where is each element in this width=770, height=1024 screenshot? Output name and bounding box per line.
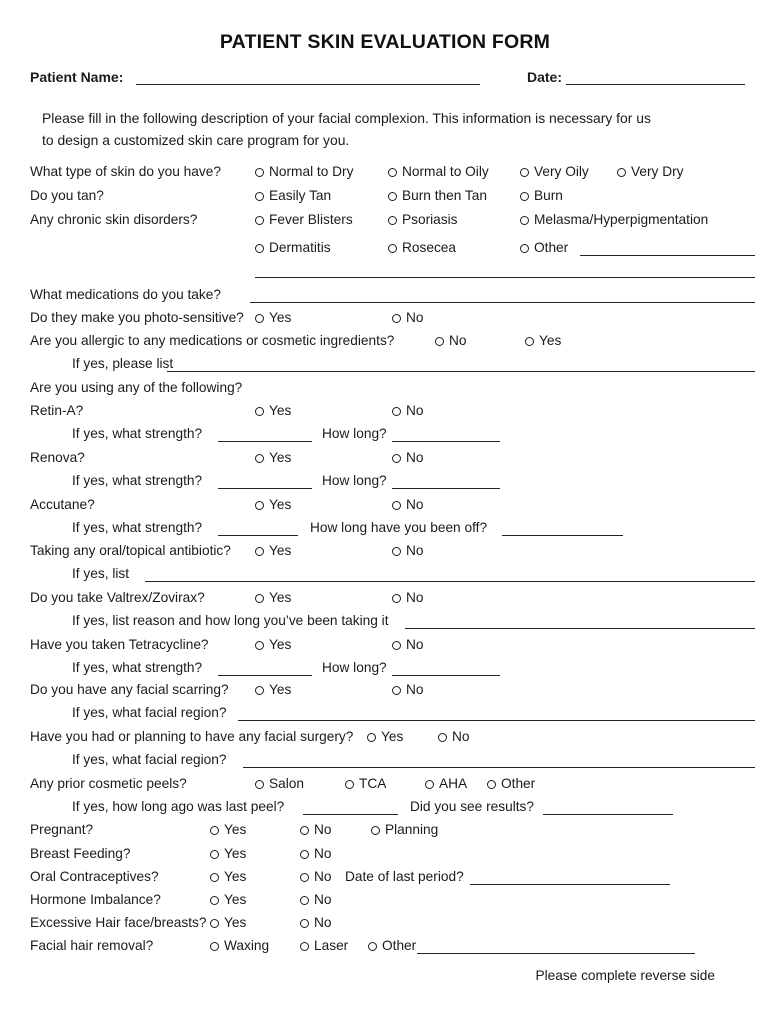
how-long-field[interactable]: [392, 441, 500, 442]
radio-circle-icon: [300, 896, 309, 905]
question-scarring: [0, 681, 770, 701]
radio-dermatitis[interactable]: [255, 239, 331, 257]
radio-yes[interactable]: [255, 636, 291, 654]
radio-burn[interactable]: [520, 187, 563, 205]
radio-no[interactable]: [392, 589, 424, 607]
radio-tca[interactable]: [345, 775, 386, 793]
retin-a-sub-row: [0, 425, 770, 445]
radio-yes[interactable]: [255, 496, 291, 514]
peels-sub-row: [0, 798, 770, 818]
option-label: No: [406, 450, 424, 465]
intro-line-1: Please fill in the following description of your facial complexion. This information is necessary for us: [42, 110, 651, 126]
option-label: Yes: [224, 822, 247, 837]
radio-circle-icon: [520, 216, 529, 225]
radio-circle-icon: [255, 594, 264, 603]
question-tan: [0, 187, 770, 207]
radio-no[interactable]: [392, 309, 424, 327]
radio-circle-icon: [255, 244, 264, 253]
date-label: Date:: [527, 69, 563, 85]
radio-yes[interactable]: [525, 332, 561, 350]
sub-question-label2: How long?: [322, 426, 387, 441]
facial-region-field[interactable]: [238, 720, 755, 721]
option-label: Rosecea: [402, 240, 457, 255]
option-label: Fever Blisters: [269, 212, 353, 227]
radio-circle-icon: [255, 501, 264, 510]
patient-name-label: Patient Name:: [30, 69, 124, 85]
question-photo-sensitive: [0, 309, 770, 329]
question-label: Do they make you photo-sensitive?: [30, 310, 244, 325]
radio-circle-icon: [388, 244, 397, 253]
how-long-field[interactable]: [392, 675, 500, 676]
question-label: Are you allergic to any medications or cosmetic ingredients?: [30, 333, 395, 348]
radio-circle-icon: [617, 168, 626, 177]
radio-circle-icon: [255, 454, 264, 463]
radio-circle-icon: [210, 826, 219, 835]
question-surgery: [0, 728, 770, 748]
option-label: No: [314, 892, 332, 907]
other-removal-field[interactable]: [417, 953, 695, 954]
question-retin-a: [0, 402, 770, 422]
footer-note: Please complete reverse side: [535, 968, 715, 983]
question-excessive-hair: [0, 914, 770, 934]
option-label: Very Dry: [631, 164, 684, 179]
radio-no[interactable]: [392, 542, 424, 560]
question-accutane: [0, 496, 770, 516]
option-label: Other: [501, 776, 536, 791]
option-label: Dermatitis: [269, 240, 331, 255]
radio-circle-icon: [388, 168, 397, 177]
radio-salon[interactable]: [255, 775, 304, 793]
option-label: No: [452, 729, 470, 744]
radio-circle-icon: [388, 192, 397, 201]
section-heading: Are you using any of the following?: [30, 380, 243, 395]
question-label: What medications do you take?: [30, 287, 221, 302]
radio-no[interactable]: [435, 332, 467, 350]
option-label: AHA: [439, 776, 468, 791]
radio-other-peel[interactable]: [487, 775, 535, 793]
radio-rosecea[interactable]: [388, 239, 456, 257]
option-label: Other: [534, 240, 569, 255]
option-label: Salon: [269, 776, 305, 791]
date-field[interactable]: [566, 84, 745, 85]
option-label: Normal to Oily: [402, 164, 489, 179]
radio-psoriasis[interactable]: [388, 211, 458, 229]
radio-planning[interactable]: [371, 821, 438, 839]
allergy-list-field[interactable]: [167, 371, 755, 372]
intro-paragraph: [42, 108, 732, 151]
radio-circle-icon: [255, 216, 264, 225]
radio-circle-icon: [210, 919, 219, 928]
radio-circle-icon: [435, 337, 444, 346]
strength-field[interactable]: [218, 441, 312, 442]
question-label: Have you taken Tetracycline?: [30, 637, 209, 652]
option-label: Yes: [224, 869, 247, 884]
radio-yes[interactable]: [210, 845, 246, 863]
option-label: Waxing: [224, 938, 270, 953]
question-label: Do you have any facial scarring?: [30, 682, 229, 697]
radio-no[interactable]: [392, 449, 424, 467]
radio-circle-icon: [392, 641, 401, 650]
radio-circle-icon: [255, 314, 264, 323]
strength-field[interactable]: [218, 488, 312, 489]
other-disorder-field[interactable]: [580, 255, 755, 256]
question-skin-disorders-row2: [0, 239, 770, 259]
question-renova: [0, 449, 770, 469]
radio-no[interactable]: [300, 821, 332, 839]
option-label: No: [406, 543, 424, 558]
question-peels: [0, 775, 770, 795]
radio-no[interactable]: [300, 914, 332, 932]
option-label: Yes: [269, 682, 292, 697]
radio-circle-icon: [300, 850, 309, 859]
valtrex-sub-row: [0, 612, 770, 632]
option-label: Normal to Dry: [269, 164, 354, 179]
question-label: Any prior cosmetic peels?: [30, 776, 187, 791]
question-label: Do you take Valtrex/Zovirax?: [30, 590, 205, 605]
sub-question-label: If yes, what strength?: [72, 660, 203, 675]
valtrex-reason-field[interactable]: [405, 628, 755, 629]
radio-easily-tan[interactable]: [255, 187, 331, 205]
question-label: Oral Contraceptives?: [30, 869, 159, 884]
radio-circle-icon: [255, 686, 264, 695]
question-skin-disorders: [0, 211, 770, 231]
sub-question-label: If yes, how long ago was last peel?: [72, 799, 285, 814]
radio-circle-icon: [392, 454, 401, 463]
radio-fever-blisters[interactable]: [255, 211, 353, 229]
how-long-field[interactable]: [392, 488, 500, 489]
radio-circle-icon: [525, 337, 534, 346]
tetracycline-sub-row: [0, 659, 770, 679]
radio-circle-icon: [210, 850, 219, 859]
header-row: [0, 68, 770, 88]
question-antibiotic: [0, 542, 770, 562]
radio-normal-to-dry[interactable]: [255, 163, 353, 181]
option-label: Yes: [269, 590, 292, 605]
patient-name-field[interactable]: [136, 84, 480, 85]
option-label: Yes: [224, 892, 247, 907]
radio-no[interactable]: [300, 891, 332, 909]
radio-other-disorder[interactable]: [520, 239, 568, 257]
facial-region-field[interactable]: [243, 767, 755, 768]
radio-yes[interactable]: [255, 449, 291, 467]
option-label: Yes: [269, 450, 292, 465]
radio-normal-to-oily[interactable]: [388, 163, 489, 181]
question-label: Breast Feeding?: [30, 846, 131, 861]
question-breast-feeding: [0, 845, 770, 865]
radio-melasma[interactable]: [520, 211, 708, 229]
option-label: No: [314, 846, 332, 861]
accutane-sub-row: [0, 519, 770, 539]
question-contraceptives: [0, 868, 770, 888]
option-label: Laser: [314, 938, 349, 953]
radio-circle-icon: [255, 192, 264, 201]
sub-question-label: If yes, what facial region?: [72, 752, 227, 767]
radio-circle-icon: [425, 780, 434, 789]
radio-circle-icon: [300, 873, 309, 882]
radio-circle-icon: [210, 896, 219, 905]
radio-yes[interactable]: [255, 309, 291, 327]
last-period-label: Date of last period?: [345, 869, 464, 884]
results-field[interactable]: [543, 814, 673, 815]
question-label: Hormone Imbalance?: [30, 892, 161, 907]
radio-circle-icon: [388, 216, 397, 225]
option-label: Yes: [269, 543, 292, 558]
radio-circle-icon: [520, 168, 529, 177]
question-label: Excessive Hair face/breasts?: [30, 915, 207, 930]
radio-no[interactable]: [392, 681, 424, 699]
option-label: Very Oily: [534, 164, 589, 179]
question-label: Taking any oral/topical antibiotic?: [30, 543, 231, 558]
other-disorder-continuation-field[interactable]: [255, 277, 755, 278]
option-label: No: [406, 310, 424, 325]
question-label: Pregnant?: [30, 822, 94, 837]
option-label: Yes: [224, 915, 247, 930]
option-label: Burn: [534, 188, 563, 203]
radio-circle-icon: [520, 192, 529, 201]
antibiotic-sub-row: [0, 565, 770, 585]
sub-question-label: If yes, what strength?: [72, 426, 203, 441]
radio-circle-icon: [255, 780, 264, 789]
radio-circle-icon: [371, 826, 380, 835]
scarring-sub-row: [0, 704, 770, 724]
sub-question-label: If yes, what strength?: [72, 520, 203, 535]
option-label: No: [449, 333, 467, 348]
allergic-sub-row: [0, 355, 770, 375]
question-tetracycline: [0, 636, 770, 656]
question-hair-removal: [0, 937, 770, 957]
option-label: No: [406, 403, 424, 418]
radio-circle-icon: [255, 547, 264, 556]
last-peel-field[interactable]: [303, 814, 398, 815]
radio-circle-icon: [392, 501, 401, 510]
option-label: No: [314, 915, 332, 930]
question-label: Accutane?: [30, 497, 95, 512]
radio-yes[interactable]: [255, 589, 291, 607]
option-label: Psoriasis: [402, 212, 458, 227]
radio-very-oily[interactable]: [520, 163, 589, 181]
radio-burn-then-tan[interactable]: [388, 187, 487, 205]
radio-laser[interactable]: [300, 937, 348, 955]
option-label: Burn then Tan: [402, 188, 487, 203]
question-allergic: [0, 332, 770, 352]
question-skin-type: [0, 163, 770, 183]
radio-circle-icon: [345, 780, 354, 789]
radio-circle-icon: [392, 407, 401, 416]
surgery-sub-row: [0, 751, 770, 771]
sub-question-label: If yes, what facial region?: [72, 705, 227, 720]
radio-no[interactable]: [438, 728, 470, 746]
using-following-heading: [0, 379, 770, 399]
radio-no[interactable]: [392, 496, 424, 514]
option-label: Easily Tan: [269, 188, 332, 203]
sub-question-label2: How long?: [322, 660, 387, 675]
radio-yes[interactable]: [210, 891, 246, 909]
disorder-continuation-row: [0, 261, 770, 281]
radio-circle-icon: [300, 942, 309, 951]
radio-yes[interactable]: [210, 821, 246, 839]
radio-yes[interactable]: [210, 868, 246, 886]
question-medications: [0, 286, 770, 306]
option-label: Yes: [224, 846, 247, 861]
strength-field[interactable]: [218, 675, 312, 676]
question-valtrex: [0, 589, 770, 609]
option-label: Other: [382, 938, 417, 953]
radio-no[interactable]: [300, 868, 332, 886]
option-label: Yes: [269, 310, 292, 325]
radio-circle-icon: [255, 168, 264, 177]
radio-circle-icon: [392, 547, 401, 556]
intro-line-2: to design a customized skin care program for you.: [42, 131, 350, 148]
radio-circle-icon: [210, 873, 219, 882]
question-hormone: [0, 891, 770, 911]
radio-yes[interactable]: [367, 728, 403, 746]
question-label: Do you tan?: [30, 188, 104, 203]
radio-circle-icon: [210, 942, 219, 951]
question-label: Retin-A?: [30, 403, 84, 418]
radio-yes[interactable]: [255, 542, 291, 560]
radio-circle-icon: [520, 244, 529, 253]
sub-question-label2: Did you see results?: [410, 799, 535, 814]
question-label: Facial hair removal?: [30, 938, 154, 953]
last-period-field[interactable]: [470, 884, 670, 885]
radio-circle-icon: [392, 314, 401, 323]
option-label: No: [406, 637, 424, 652]
radio-circle-icon: [438, 733, 447, 742]
option-label: Melasma/Hyperpigmentation: [534, 212, 709, 227]
question-label: Have you had or planning to have any facial surgery?: [30, 729, 354, 744]
renova-sub-row: [0, 472, 770, 492]
option-label: Yes: [539, 333, 562, 348]
option-label: Yes: [269, 637, 292, 652]
radio-very-dry[interactable]: [617, 163, 683, 181]
how-long-off-field[interactable]: [502, 535, 623, 536]
option-label: No: [314, 822, 332, 837]
radio-waxing[interactable]: [210, 937, 269, 955]
radio-circle-icon: [392, 686, 401, 695]
radio-no[interactable]: [392, 636, 424, 654]
radio-no[interactable]: [300, 845, 332, 863]
radio-circle-icon: [487, 780, 496, 789]
sub-question-label: If yes, please list: [72, 356, 174, 371]
question-label: Renova?: [30, 450, 85, 465]
radio-other-removal[interactable]: [368, 937, 416, 955]
radio-yes[interactable]: [255, 402, 291, 420]
sub-question-label: If yes, what strength?: [72, 473, 203, 488]
option-label: No: [314, 869, 332, 884]
question-pregnant: [0, 821, 770, 841]
radio-circle-icon: [255, 407, 264, 416]
question-label: What type of skin do you have?: [30, 164, 221, 179]
option-label: No: [406, 497, 424, 512]
radio-circle-icon: [368, 942, 377, 951]
radio-circle-icon: [300, 826, 309, 835]
radio-circle-icon: [255, 641, 264, 650]
antibiotic-list-field[interactable]: [145, 581, 755, 582]
option-label: Planning: [385, 822, 439, 837]
sub-question-label: If yes, list: [72, 566, 130, 581]
sub-question-label2: How long?: [322, 473, 387, 488]
sub-question-label: If yes, list reason and how long you’ve been taking it: [72, 613, 389, 628]
option-label: Yes: [381, 729, 404, 744]
option-label: Yes: [269, 497, 292, 512]
option-label: No: [406, 590, 424, 605]
radio-no[interactable]: [392, 402, 424, 420]
sub-question-label2: How long have you been off?: [310, 520, 488, 535]
radio-circle-icon: [392, 594, 401, 603]
medications-field[interactable]: [250, 302, 755, 303]
page-title: PATIENT SKIN EVALUATION FORM: [219, 31, 551, 53]
question-label: Any chronic skin disorders?: [30, 212, 198, 227]
radio-aha[interactable]: [425, 775, 467, 793]
option-label: No: [406, 682, 424, 697]
radio-yes[interactable]: [255, 681, 291, 699]
radio-yes[interactable]: [210, 914, 246, 932]
radio-circle-icon: [367, 733, 376, 742]
radio-circle-icon: [300, 919, 309, 928]
strength-field[interactable]: [218, 535, 298, 536]
option-label: TCA: [359, 776, 387, 791]
option-label: Yes: [269, 403, 292, 418]
